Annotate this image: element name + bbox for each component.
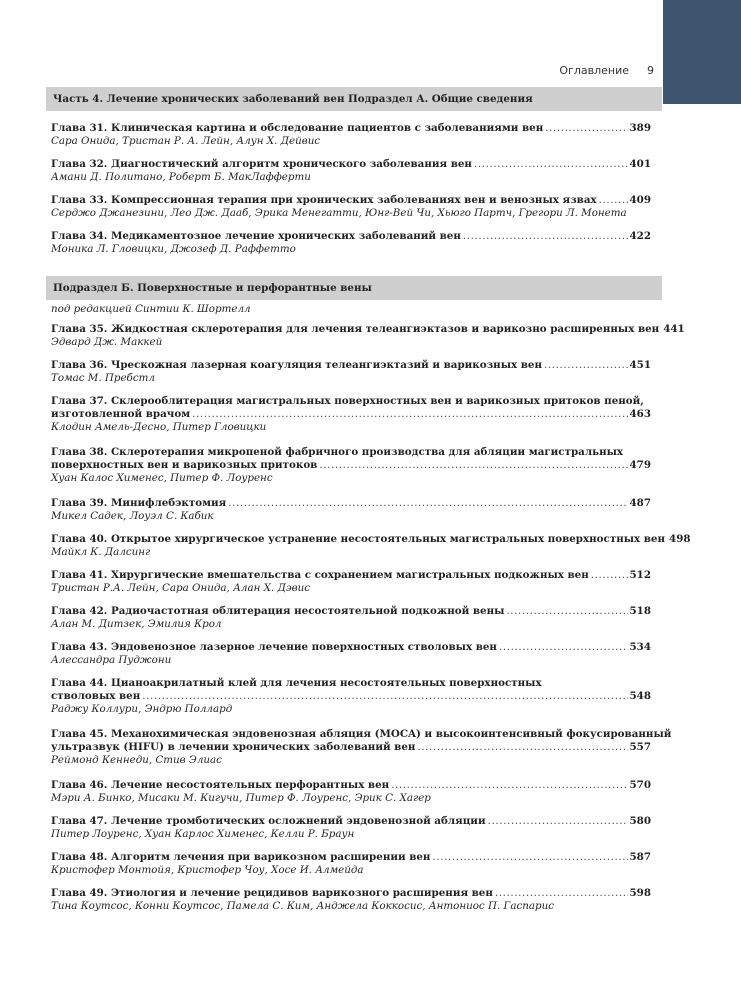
chapter-page-number: 548 [629,690,651,703]
toc-entry[interactable] [51,194,651,220]
toc-entry[interactable] [51,395,651,435]
dot-leader [463,230,628,243]
chapter-authors: Раджу Коллури, Эндрю Поллард [51,703,233,716]
toc-entry[interactable] [51,728,672,768]
chapter-authors: Реймонд Кеннеди, Стив Элиас [51,754,222,767]
chapter-page-number: 479 [629,459,651,472]
dot-leader [599,194,628,207]
chapter-page-number: 487 [629,497,651,509]
dot-leader [142,690,627,703]
chapter-title: Глава 41. Хирургические вмешательства с сохранением магистральных подкожных вен [51,569,589,581]
chapter-authors: Тина Коутсос, Конни Коутсос, Памела С. Ким, Анджела Коккосис, Антониос П. Гаспарис [51,900,554,913]
chapter-title: Глава 48. Алгоритм лечения при варикозном расширении вен [51,851,431,863]
toc-entry[interactable] [51,887,651,913]
chapter-authors: Сара Онида, Тристан Р. А. Лейн, Алун Х. Дейвис [51,135,321,148]
toc-entry[interactable] [51,497,651,523]
chapter-title: Глава 38. Склеротерапия микропеной фабричного производства для абляции магистральных [51,446,624,458]
chapter-title: Глава 32. Диагностический алгоритм хронического заболевания вен [51,158,472,170]
chapter-authors: Моника Л. Гловицки, Джозеф Д. Раффетто [51,243,296,256]
toc-entry[interactable] [51,446,651,486]
chapter-page-number: 441 [663,323,685,335]
dot-leader [319,459,627,472]
chapter-authors: Серджо Джанезини, Лео Дж. Дааб, Эрика Менегатти, Юнг-Вей Чи, Хьюго Партч, Грегори Л. Монета [51,207,627,220]
section-editor: под редакцией Синтии К. Шортелл [51,303,251,315]
dot-leader [192,408,627,421]
dot-leader [228,497,627,510]
dot-leader [506,605,627,618]
chapter-title: Глава 47. Лечение тромботических осложнений эндовенозной абляции [51,815,486,827]
chapter-title: Глава 35. Жидкостная склеротерапия для лечения телеангиэктазов и варикозно расширенных вен [51,323,660,335]
chapter-page-number: 512 [629,569,651,581]
toc-entry[interactable] [51,533,691,559]
page-number: 9 [647,64,654,77]
chapter-title: изготовленной врачом [51,408,191,421]
chapter-page-number: 557 [629,741,651,754]
toc-entry[interactable] [51,851,651,877]
dot-leader [495,887,628,900]
chapter-authors: Алан М. Дитзек, Эмилия Крол [51,618,222,631]
chapter-authors: Хуан Калос Хименес, Питер Ф. Лоуренс [51,472,273,485]
toc-entry[interactable] [51,122,651,148]
chapter-title: поверхностных вен и варикозных притоков [51,459,318,472]
chapter-authors: Питер Лоуренс, Хуан Карлос Хименес, Келли Р. Браун [51,828,355,841]
dot-leader [545,122,627,135]
chapter-page-number: 389 [629,122,651,134]
toc-entry[interactable] [51,605,651,631]
dot-leader [488,815,628,828]
chapter-authors: Амани Д. Политано, Роберт Б. МакЛафферти [51,171,311,184]
chapter-authors: Мэри А. Бинко, Мисаки М. Кигучи, Питер Ф. Лоуренс, Эрик С. Хагер [51,792,431,805]
toc-entry[interactable] [51,569,651,595]
toc-entry[interactable] [51,359,651,385]
chapter-page-number: 422 [629,230,651,242]
running-title: Оглавление [559,64,629,77]
chapter-page-number: 598 [629,887,651,899]
chapter-title: Глава 42. Радиочастотная облитерация несостоятельной подкожной вены [51,605,505,617]
dot-leader [391,779,627,792]
chapter-authors: Алессандра Пуджони [51,654,172,667]
chapter-title: Глава 31. Клиническая картина и обследование пациентов с заболеваниями вен [51,122,544,134]
chapter-page-number: 518 [629,605,651,617]
chapter-authors: Эдвард Дж. Маккей [51,336,163,349]
chapter-authors: Майкл К. Далсинг [51,546,151,559]
dot-leader [474,158,628,171]
chapter-title: Глава 49. Этиология и лечение рецидивов варикозного расширения вен [51,887,493,899]
chapter-authors: Томас М. Пребстл [51,372,155,385]
dot-leader [591,569,628,582]
dot-leader [417,741,627,754]
chapter-authors: Клодин Амель-Десно, Питер Гловицки [51,421,267,434]
chapter-page-number: 534 [629,641,651,653]
chapter-page-number: 570 [629,779,651,791]
chapter-title: Глава 39. Минифлебэктомия [51,497,227,509]
running-head [520,64,654,77]
chapter-authors: Кристофер Монтойя, Кристофер Чоу, Хосе И. Алмейда [51,864,364,877]
toc-entry[interactable] [51,641,651,667]
chapter-page-number: 498 [669,533,691,545]
chapter-page-number: 401 [629,158,651,170]
toc-entry[interactable] [51,779,651,805]
chapter-title: стволовых вен [51,690,141,703]
chapter-title: Глава 44. Цианоакрилатный клей для лечения несостоятельных поверхностных [51,677,542,689]
toc-entry[interactable] [51,230,651,256]
chapter-title: Глава 43. Эндовенозное лазерное лечение поверхностных стволовых вен [51,641,497,653]
chapter-page-number: 463 [629,408,651,421]
chapter-page-number: 409 [629,194,651,206]
chapter-page-number: 451 [629,359,651,371]
dot-leader [499,641,628,654]
chapter-authors: Тристан Р.А. Лейн, Сара Онида, Алан Х. Дэвис [51,582,311,595]
chapter-title: Глава 45. Механохимическая эндовенозная абляция (MOCA) и высокоинтенсивный фокусированный [51,728,672,740]
chapter-page-number: 587 [629,851,651,863]
chapter-title: Глава 36. Чрескожная лазерная коагуляция телеангиэктазий и варикозных вен [51,359,542,371]
chapter-title: ультразвук (HIFU) в лечении хронических заболеваний вен [51,741,416,754]
toc-entry[interactable] [51,677,651,717]
chapter-title: Глава 34. Медикаментозное лечение хронических заболеваний вен [51,230,461,242]
chapter-authors: Микел Садек, Лоуэл С. Кабик [51,510,214,523]
chapter-title: Глава 46. Лечение несостоятельных перфорантных вен [51,779,390,791]
toc-entry[interactable] [51,815,651,841]
chapter-title: Глава 40. Открытое хирургическое устранение несостоятельных магистральных поверхностных вен [51,533,666,545]
section-heading-subsection-b: Подраздел Б. Поверхностные и перфорантные вены [46,276,662,300]
chapter-title: Глава 37. Склерооблитерация магистральных поверхностных вен и варикозных притоков пеной, [51,395,644,407]
section-heading-part-4a: Часть 4. Лечение хронических заболеваний вен Подраздел А. Общие сведения [46,87,662,111]
dot-leader [432,851,627,864]
toc-entry[interactable] [51,158,651,184]
chapter-title: Глава 33. Компрессионная терапия при хронических заболеваниях вен и венозных язвах [51,194,597,206]
chapter-page-number: 580 [629,815,651,827]
corner-color-tab [663,0,741,104]
toc-entry[interactable] [51,323,685,349]
dot-leader [544,359,628,372]
